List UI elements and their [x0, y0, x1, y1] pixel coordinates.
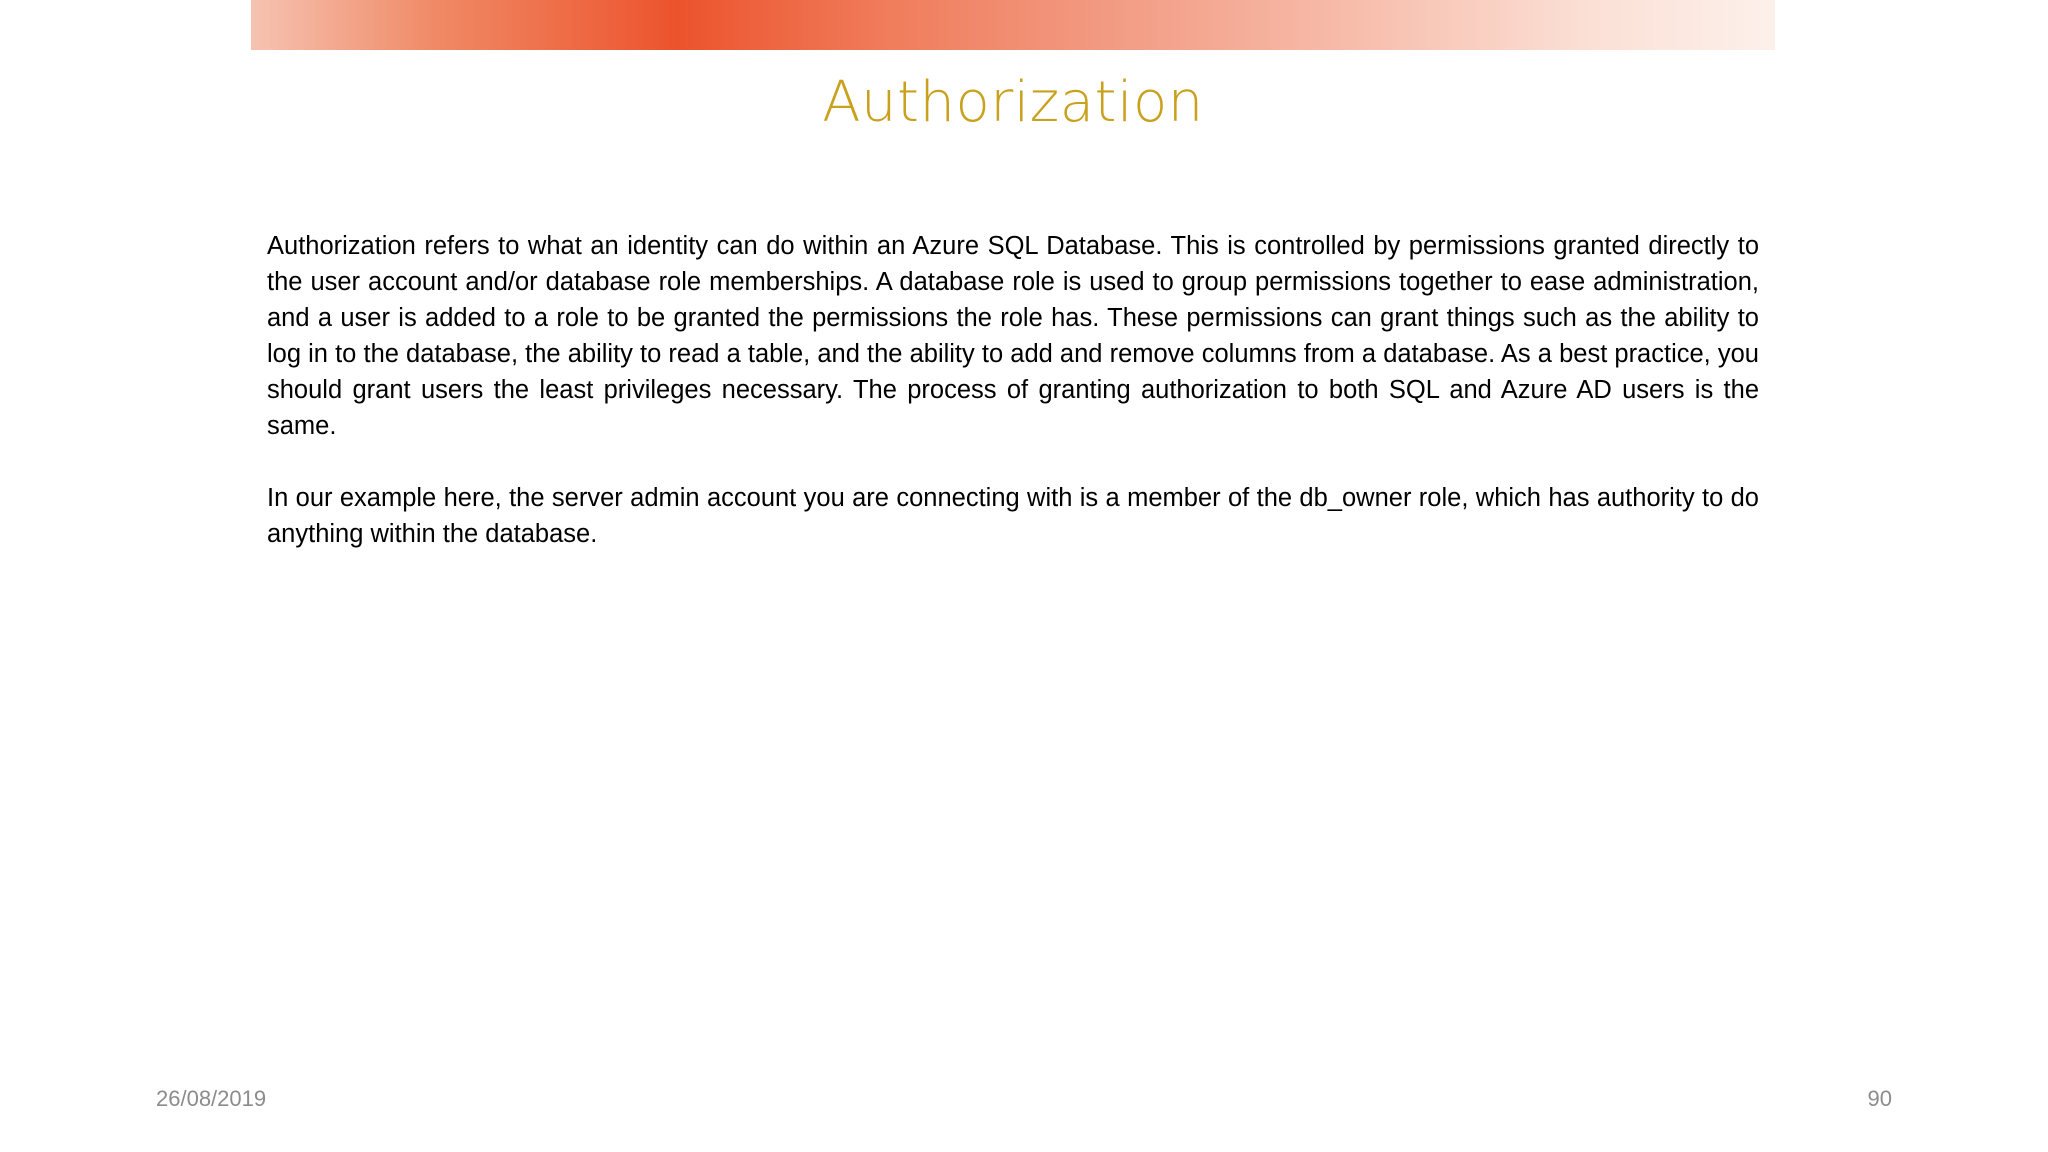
body-paragraph-2: In our example here, the server admin account you are connecting with is a member of the db_owner role, which has authority to do anything within the database.	[267, 484, 1759, 548]
footer-date: 26/08/2019	[156, 1086, 267, 1111]
slide-title: Authorization	[822, 70, 1204, 135]
footer-page-number: 90	[1867, 1086, 1892, 1111]
decorative-gradient-bar	[251, 0, 1775, 50]
body-paragraph-1: Authorization refers to what an identity can do within an Azure SQL Database. This is controlled by permissions granted directly to the user account and/or database role memberships. A database role is used to group permissions together to ease administration, and a user is added to a role to be granted the permissions the role has. These permissions can grant things such as the ability to log in to the database, the ability to read a table, and the ability to add and remove columns from a database. As a best practice, you should grant users the least privileges necessary. The process of granting authorization to both SQL and Azure AD users is the same.	[267, 232, 1759, 440]
slide-body	[267, 228, 1759, 588]
